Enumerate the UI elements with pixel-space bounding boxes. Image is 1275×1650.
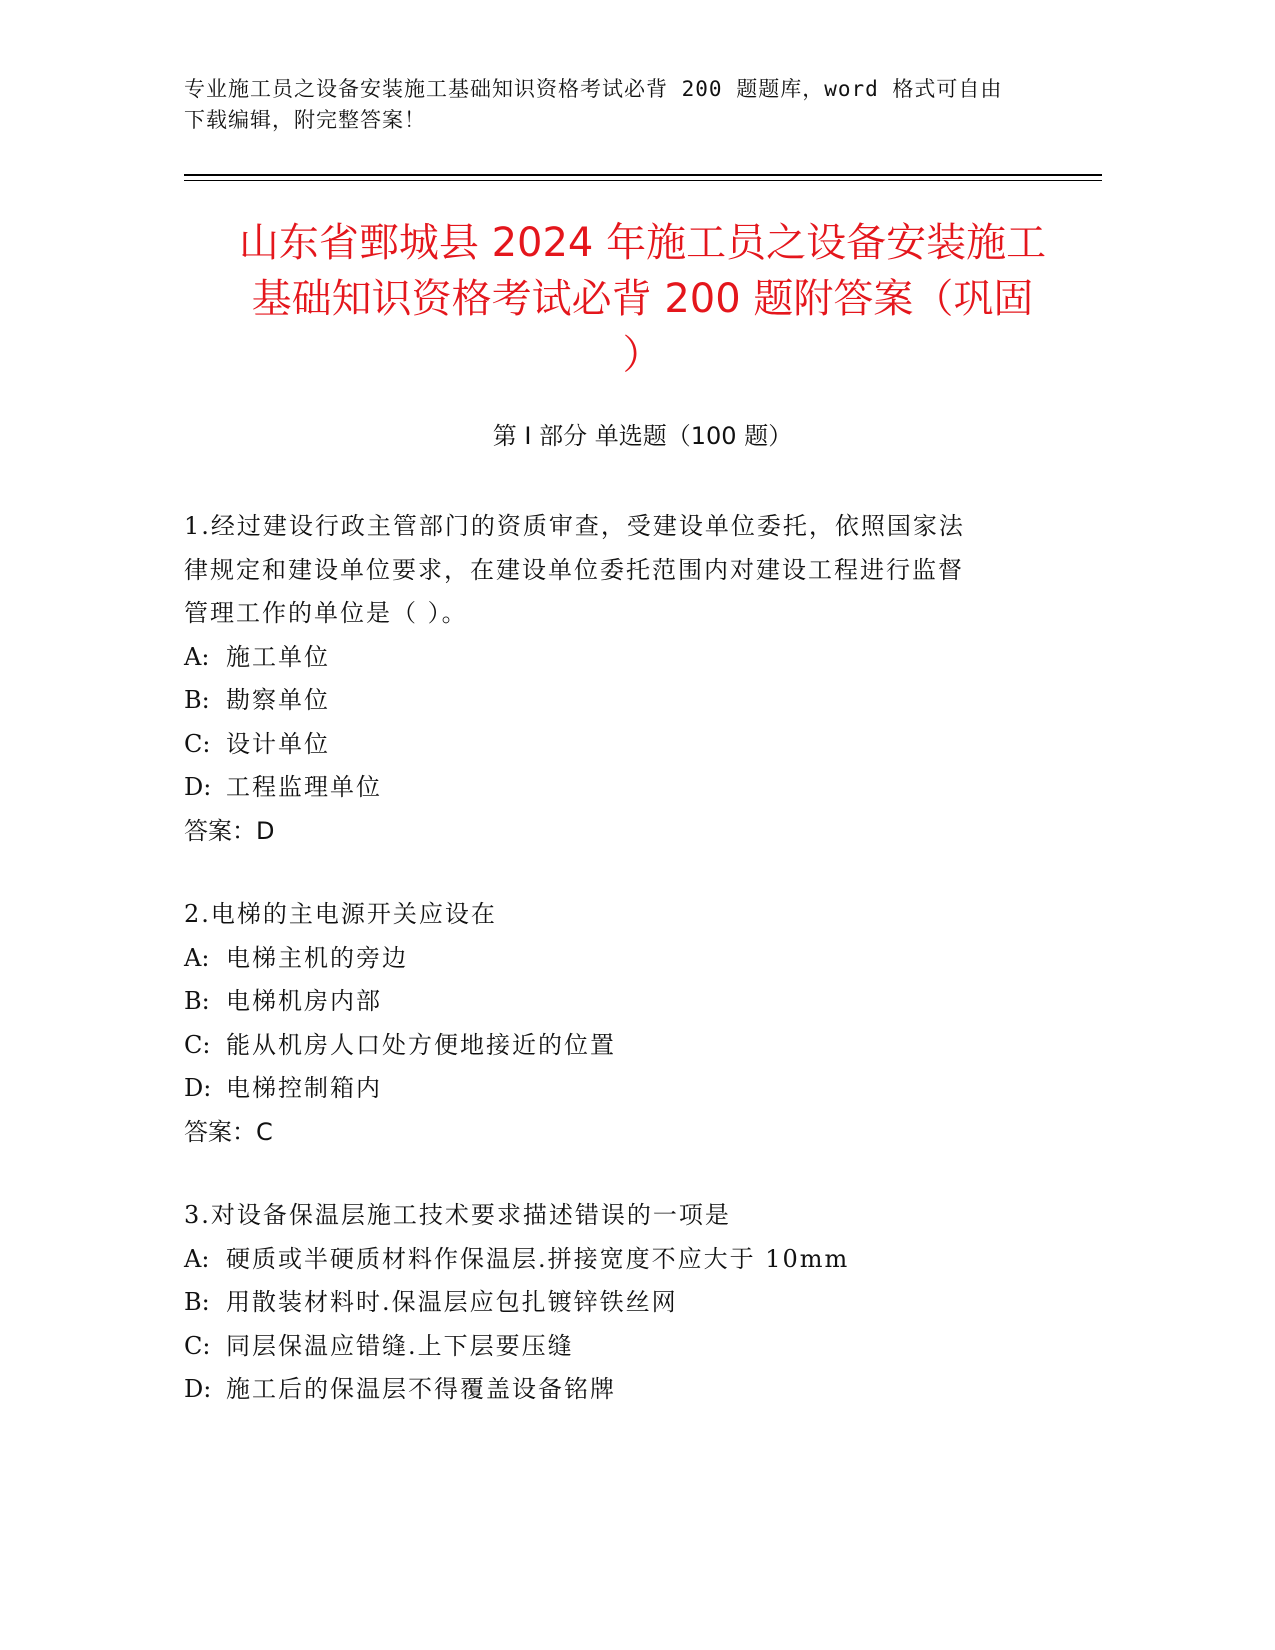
option-key: A: — [184, 1244, 210, 1273]
option-text: 能从机房人口处方便地接近的位置 — [226, 1030, 616, 1059]
option-d — [184, 1368, 1064, 1412]
option-text: 设计单位 — [226, 729, 330, 758]
option-a — [184, 937, 1064, 981]
document-title — [180, 215, 1105, 383]
option-key: B: — [184, 987, 210, 1015]
option-text: 施工后的保温层不得覆盖设备铭牌 — [226, 1375, 616, 1403]
header-divider-thick — [184, 174, 1102, 176]
answer: 答案：C — [184, 1117, 273, 1146]
option-key: D: — [184, 1074, 212, 1102]
option-text: 工程监理单位 — [226, 773, 382, 801]
option-key: A: — [184, 642, 210, 671]
title-line: 山东省鄄城县 2024 年施工员之设备安装施工 — [238, 220, 1047, 266]
option-a — [184, 1238, 1064, 1282]
question-1 — [184, 505, 1064, 853]
option-c — [184, 1325, 1064, 1369]
option-b — [184, 980, 1064, 1024]
question-stem-line: 律规定和建设单位要求，在建设单位委托范围内对建设工程进行监督 — [184, 555, 964, 584]
section-title: 第 I 部分 单选题（100 题） — [492, 422, 793, 450]
option-text: 勘察单位 — [226, 686, 330, 714]
option-key: D: — [184, 773, 212, 801]
option-c — [184, 723, 1064, 767]
option-a — [184, 636, 1064, 680]
question-list — [184, 505, 1064, 1452]
option-key: C: — [184, 1030, 211, 1059]
title-line: 基础知识资格考试必背 200 题附答案（巩固 — [251, 276, 1034, 322]
question-stem-line: 3.对设备保温层施工技术要求描述错误的一项是 — [184, 1201, 731, 1229]
question-3 — [184, 1194, 1064, 1412]
intro-line: 下载编辑，附完整答案！ — [184, 108, 426, 132]
title-line: ） — [622, 332, 663, 378]
question-stem-line: 1.经过建设行政主管部门的资质审查，受建设单位委托，依照国家法 — [184, 512, 965, 540]
option-text: 同层保温应错缝.上下层要压缝 — [226, 1331, 574, 1360]
option-text: 电梯机房内部 — [226, 987, 382, 1015]
intro-text — [184, 74, 1064, 136]
option-key: C: — [184, 729, 211, 758]
option-key: D: — [184, 1375, 212, 1403]
option-text: 施工单位 — [226, 642, 330, 671]
option-b — [184, 679, 1064, 723]
option-text: 电梯控制箱内 — [226, 1074, 382, 1102]
question-stem-line: 2.电梯的主电源开关应设在 — [184, 900, 497, 928]
answer: 答案：D — [184, 816, 275, 845]
option-key: C: — [184, 1331, 211, 1360]
option-text: 用散装材料时.保温层应包扎镀锌铁丝网 — [226, 1288, 678, 1316]
question-stem-line: 管理工作的单位是（ ）。 — [184, 599, 468, 627]
intro-line: 专业施工员之设备安装施工基础知识资格考试必背 200 题题库，word 格式可自由 — [184, 77, 1003, 101]
question-2 — [184, 893, 1064, 1154]
option-d — [184, 1067, 1064, 1111]
option-text: 硬质或半硬质材料作保温层.拼接宽度不应大于 10mm — [226, 1244, 850, 1273]
option-key: A: — [184, 943, 210, 972]
option-d — [184, 766, 1064, 810]
header-divider-thin — [184, 180, 1102, 181]
option-key: B: — [184, 686, 210, 714]
option-key: B: — [184, 1288, 210, 1316]
option-c — [184, 1024, 1064, 1068]
option-text: 电梯主机的旁边 — [226, 943, 408, 972]
option-b — [184, 1281, 1064, 1325]
